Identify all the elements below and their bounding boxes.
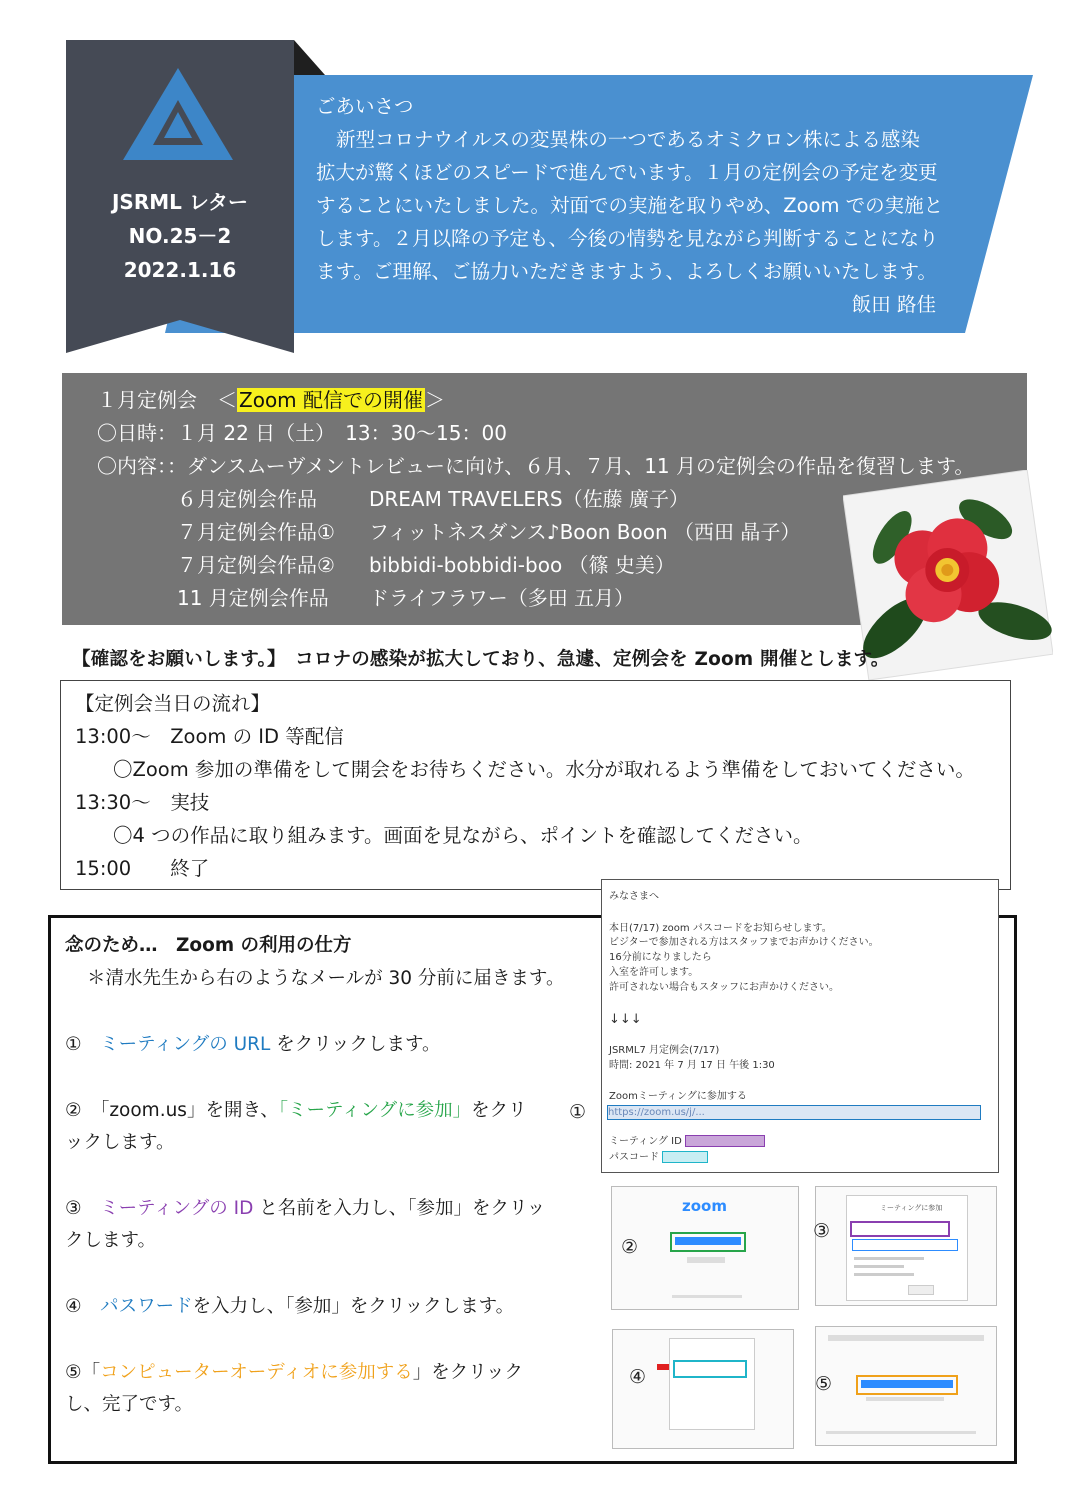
step2-continued: ックします。: [65, 1132, 175, 1153]
greeting-line: ます。ご理解、ご協力いただきますよう、よろしくお願いいたします。: [316, 260, 937, 283]
zoom-email-screenshot: [601, 879, 999, 1173]
callout-1: ①: [569, 1101, 587, 1123]
passcode-label: パスコード: [609, 1152, 659, 1163]
zoom-logo: zoom: [682, 1197, 727, 1215]
step5-text: ⑤「: [65, 1362, 101, 1383]
step2-highlight: 「ミーティングに参加」: [278, 1100, 472, 1121]
work-label: ７月定例会作品①: [177, 520, 335, 544]
step1-text: をクリックします。: [276, 1034, 441, 1055]
callout-2: ②: [621, 1236, 639, 1258]
flow-row: 13:30～ 実技: [75, 791, 210, 814]
flow-title: 【定例会当日の流れ】: [75, 692, 271, 715]
meeting-datetime: 〇日時：１月 22 日（土） 13：30～15：00: [97, 421, 507, 445]
email-passcode: [609, 1151, 708, 1165]
step3-continued: クします。: [65, 1230, 157, 1251]
step5-text: 」をクリック: [412, 1362, 524, 1383]
issue-info: [66, 185, 294, 287]
email-line: 本日(7/17) zoom パスコードをお知らせします。: [609, 923, 832, 934]
work-title: ドライフラワー（多田 五月）: [369, 586, 635, 610]
step5-highlight: コンピューターオーディオに参加する: [100, 1362, 413, 1383]
email-event: JSRML7 月定例会(7/17): [609, 1045, 720, 1056]
callout-3: ③: [813, 1220, 831, 1242]
flow-row: 13:00～ Zoom の ID 等配信: [75, 725, 344, 748]
greeting: [316, 90, 976, 321]
meeting-title-suffix: ＞: [425, 388, 446, 412]
howto-step-4: [65, 1291, 514, 1323]
step4-text: を入力し、「参加」をクリックします。: [192, 1296, 515, 1317]
greeting-line: 拡大が驚くほどのスピードで進んでいます。１月の定例会の予定を変更: [316, 161, 938, 184]
howto-title: 念のため… Zoom の利用の仕方: [65, 935, 352, 956]
howto-step-2: [65, 1095, 527, 1127]
greeting-line: することにいたしました。対面での実施を取りやめ、Zoom での実施と: [316, 194, 944, 217]
greeting-title: ごあいさつ: [316, 95, 414, 118]
step-number: ①: [65, 1034, 82, 1055]
meeting-url-link[interactable]: https://zoom.us/j/...: [607, 1105, 981, 1120]
step2-text: ② 「zoom.us」を開き、: [65, 1100, 279, 1121]
flow-row: 15:00 終了: [75, 857, 210, 880]
email-line: 入室を許可します。: [609, 967, 699, 978]
callout-5: ⑤: [815, 1373, 833, 1395]
email-join-label: Zoomミーティングに参加する: [609, 1091, 747, 1102]
howto-step-3: [65, 1193, 545, 1225]
join-dialog-title: ミーティングに参加: [880, 1204, 943, 1212]
meeting-content: 〇内容：：ダンスムーヴメントレビューに向け、６月、７月、11 月の定例会の作品を復習します。: [97, 454, 975, 478]
step1-highlight: ミーティングの URL: [100, 1034, 271, 1055]
join-button-highlight: [670, 1232, 746, 1252]
meeting-id-label: ミーティング ID: [609, 1136, 682, 1147]
issue-number: NO.25－2: [128, 224, 232, 248]
work-title: bibbidi-bobbidi-boo （篠 史美）: [369, 553, 675, 577]
step3-text: と名前を入力し、「参加」をクリッ: [259, 1198, 546, 1219]
audio-screenshot: [815, 1326, 997, 1446]
meeting-title-highlight: Zoom 配信での開催: [239, 388, 424, 412]
meeting-title: [97, 385, 445, 415]
work-label: ７月定例会作品②: [177, 553, 335, 577]
day-flow-box: [60, 680, 1011, 890]
email-meeting-id: [609, 1135, 765, 1149]
work-label: ６月定例会作品: [177, 487, 317, 511]
step-number: ④: [65, 1296, 82, 1317]
step-number: ③: [65, 1198, 82, 1219]
work-label: 11 月定例会作品: [177, 586, 329, 610]
email-line: 16分前になりましたら: [609, 952, 712, 963]
greeting-line: 新型コロナウイルスの変異株の一つであるオミクロン株による感染: [336, 128, 920, 151]
step4-highlight: パスワード: [100, 1296, 193, 1317]
meeting-title-prefix: １月定例会 ＜: [97, 388, 237, 412]
howto-step-1: [65, 1029, 441, 1061]
email-greeting: みなさまへ: [609, 891, 659, 902]
step3-highlight: ミーティングの ID: [100, 1198, 254, 1219]
confirm-notice: 【確認をお願いします。】 コロナの感染が拡大しており、急遽、定例会を Zoom 開催とします。: [72, 649, 890, 670]
greeting-signature: 飯田 路佳: [851, 293, 936, 316]
email-line: 許可されない場合もスタッフにお声かけください。: [609, 982, 839, 993]
passcode-screenshot: [612, 1329, 794, 1449]
howto-note: ＊清水先生から右のようなメールが 30 分前に届きます。: [87, 968, 565, 989]
passcode-value: [662, 1151, 708, 1163]
issue-date: 2022.1.16: [123, 258, 237, 282]
callout-4: ④: [629, 1366, 647, 1388]
howto-step-5: [65, 1357, 523, 1389]
step2-text: をクリ: [471, 1100, 527, 1121]
newsletter-name: JSRML レター: [111, 190, 249, 214]
step5-continued: し、完了です。: [65, 1394, 194, 1415]
flow-row: 〇Zoom 参加の準備をして開会をお待ちください。水分が取れるよう準備をしておいてください。: [113, 758, 975, 781]
banner-fold: [294, 40, 325, 75]
flow-row: 〇4 つの作品に取り組みます。画面を見ながら、ポイントを確認してください。: [113, 824, 813, 847]
email-arrows: ↓↓↓: [609, 1012, 642, 1027]
meeting-id-screenshot: [815, 1186, 997, 1306]
zoom-join-screenshot: [611, 1186, 799, 1310]
work-title: フィットネスダンス♪Boon Boon （西田 晶子）: [369, 520, 801, 544]
email-line: ビジターで参加される方はスタッフまでお声かけください。: [609, 937, 879, 948]
meeting-id-value: [685, 1135, 765, 1147]
work-title: DREAM TRAVELERS（佐藤 廣子）: [369, 487, 689, 511]
greeting-line: します。２月以降の予定も、今後の情勢を見ながら判断することになり: [316, 227, 939, 250]
email-time: 時間: 2021 年 7 月 17 日 午後 1:30: [609, 1060, 775, 1071]
